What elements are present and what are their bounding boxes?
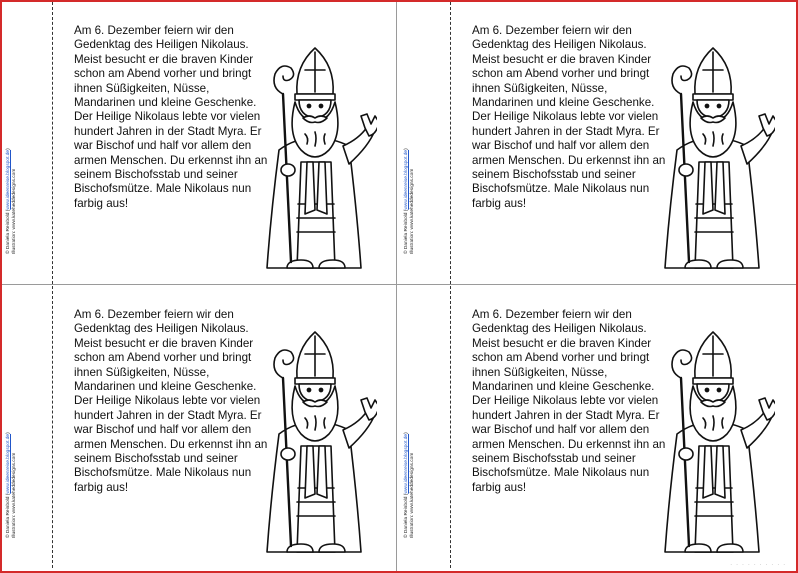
credit-link[interactable]: www.ideenreise.blogspot.de [6,149,11,210]
card-top-left [2,2,396,284]
copyright-credit [6,348,18,538]
copyright-credit [404,348,416,538]
saint-nicholas-illustration [257,42,377,276]
copyright-credit [404,64,416,254]
illustration-credit: Illustration: www.kateheddedesigns.com [12,452,17,538]
card-text: Am 6. Dezember feiern wir den Gedenktag des Heiligen Nikolaus. Meist besucht er die braven Kinder schon am Abend vorher und bringt ihnen Süßigkeiten, Nüsse, Mandarinen und kleine Geschenke. Der Heilige Nikolaus lebte vor vielen hundert Jahren in der Stadt Myra. Er war Bischof und half vor allem den armen Menschen. Du erkennst ihn an seinem Bischofsstab und seiner Bischofsmütze. Male Nikolaus nun farbig aus! [472,308,666,494]
horizontal-cut-line [2,284,796,285]
vertical-cut-line [396,2,397,571]
saint-nicholas-illustration [655,42,775,276]
credit-suffix: ) [404,432,409,434]
credit-prefix: © Daniela Reinbold ( [6,209,11,254]
fold-line [450,2,451,284]
credit-link[interactable]: www.ideenreise.blogspot.de [6,433,11,494]
illustration-credit: Illustration: www.kateheddedesigns.com [410,168,415,254]
card-text: Am 6. Dezember feiern wir den Gedenktag des Heiligen Nikolaus. Meist besucht er die braven Kinder schon am Abend vorher und bringt ihnen Süßigkeiten, Nüsse, Mandarinen und kleine Geschenke. Der Heilige Nikolaus lebte vor vielen hundert Jahren in der Stadt Myra. Er war Bischof und half vor allem den armen Menschen. Du erkennst ihn an seinem Bischofsstab und seiner Bischofsmütze. Male Nikolaus nun farbig aus! [74,308,268,494]
watermark: · · · · · · · · · · [729,560,786,569]
card-bottom-right [400,286,794,568]
card-bottom-left [2,286,396,568]
credit-prefix: © Daniela Reinbold ( [404,209,409,254]
fold-line [450,286,451,568]
fold-line [52,2,53,284]
credit-prefix: © Daniela Reinbold ( [6,493,11,538]
credit-suffix: ) [6,148,11,150]
illustration-credit: Illustration: www.kateheddedesigns.com [12,168,17,254]
saint-nicholas-illustration [655,326,775,560]
copyright-credit [6,64,18,254]
illustration-credit: Illustration: www.kateheddedesigns.com [410,452,415,538]
credit-suffix: ) [404,148,409,150]
saint-nicholas-illustration [257,326,377,560]
fold-line [52,286,53,568]
credit-suffix: ) [6,432,11,434]
credit-prefix: © Daniela Reinbold ( [404,493,409,538]
credit-link[interactable]: www.ideenreise.blogspot.de [404,433,409,494]
card-text: Am 6. Dezember feiern wir den Gedenktag des Heiligen Nikolaus. Meist besucht er die braven Kinder schon am Abend vorher und bringt ihnen Süßigkeiten, Nüsse, Mandarinen und kleine Geschenke. Der Heilige Nikolaus lebte vor vielen hundert Jahren in der Stadt Myra. Er war Bischof und half vor allem den armen Menschen. Du erkennst ihn an seinem Bischofsstab und seiner Bischofsmütze. Male Nikolaus nun farbig aus! [472,24,666,210]
credit-link[interactable]: www.ideenreise.blogspot.de [404,149,409,210]
card-text: Am 6. Dezember feiern wir den Gedenktag des Heiligen Nikolaus. Meist besucht er die braven Kinder schon am Abend vorher und bringt ihnen Süßigkeiten, Nüsse, Mandarinen und kleine Geschenke. Der Heilige Nikolaus lebte vor vielen hundert Jahren in der Stadt Myra. Er war Bischof und half vor allem den armen Menschen. Du erkennst ihn an seinem Bischofsstab und seiner Bischofsmütze. Male Nikolaus nun farbig aus! [74,24,268,210]
card-top-right [400,2,794,284]
